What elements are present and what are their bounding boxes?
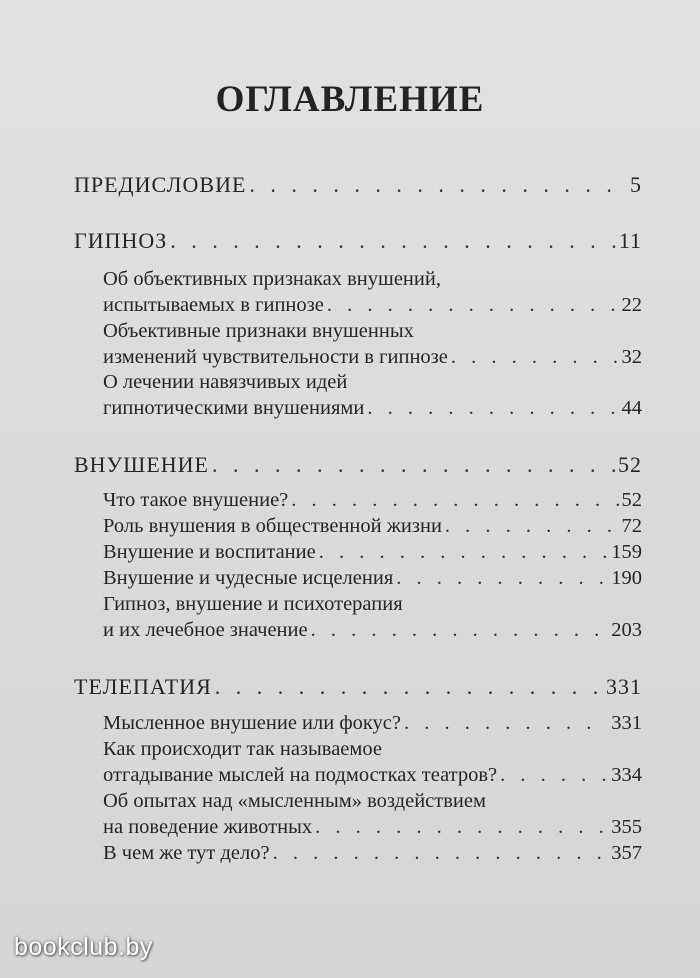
page-number: 331: [606, 674, 642, 699]
leader-dots: [315, 816, 608, 839]
toc-item: [103, 567, 642, 590]
leader-dots: [212, 452, 615, 478]
toc-item-line1: Об объективных признаках внушений,: [103, 268, 441, 290]
item-label: Роль внушения в общественной жизни: [103, 515, 442, 537]
leader-dots: [319, 541, 609, 564]
item-label: Внушение и чудесные исцеления: [103, 567, 394, 589]
toc-section-telepathy: [74, 674, 642, 700]
leader-dots: [396, 567, 608, 590]
page-number: 32: [621, 346, 642, 368]
toc-item: [103, 397, 642, 420]
page-title: ОГЛАВЛЕНИЕ: [215, 79, 485, 120]
leader-dots: [311, 619, 609, 642]
item-label: Мысленное внушение или фокус?: [103, 712, 401, 734]
page-number: 355: [611, 816, 642, 838]
section-label: ТЕЛЕПАТИЯ: [74, 674, 212, 699]
toc-item: [103, 816, 642, 839]
page-number: 159: [611, 541, 642, 563]
page-number: 357: [611, 842, 642, 864]
item-label: и их лечебное значение: [103, 619, 308, 641]
page-number: 22: [621, 294, 642, 316]
item-label: испытываемых в гипнозе: [103, 294, 324, 316]
leader-dots: [291, 489, 618, 512]
toc-item: [103, 346, 642, 369]
toc-item-line1: Объективные признаки внушенных: [103, 320, 414, 342]
toc-section-preface: [74, 172, 642, 198]
leader-dots: [404, 712, 608, 735]
section-label: ПРЕДИСЛОВИЕ: [74, 172, 247, 197]
item-label: на поведение животных: [103, 816, 313, 838]
toc-item: [103, 764, 642, 787]
toc-item: [103, 712, 642, 735]
section-label: ВНУШЕНИЕ: [74, 452, 209, 477]
page-number: 5: [630, 172, 642, 197]
toc-item-line1: Как происходит так называемое: [103, 738, 382, 760]
toc-item: [103, 515, 642, 538]
section-label: ГИПНОЗ: [74, 228, 168, 253]
site-watermark: bookclub.by: [14, 933, 153, 961]
page-number: 52: [621, 489, 642, 511]
leader-dots: [249, 172, 627, 198]
page-number: 52: [618, 452, 642, 477]
toc-item-line1: О лечении навязчивых идей: [103, 371, 348, 393]
page-number: 203: [611, 619, 642, 641]
toc-section-hypnosis: [74, 228, 642, 254]
page-number: 72: [621, 515, 642, 537]
toc-item: [103, 619, 642, 642]
leader-dots: [500, 764, 608, 787]
page-number: 331: [611, 712, 642, 734]
toc-item-line1: Гипноз, внушение и психотерапия: [103, 593, 403, 615]
toc-item: [103, 541, 642, 564]
item-label: отгадывание мыслей на подмостках театров?: [103, 764, 498, 786]
leader-dots: [215, 674, 603, 700]
leader-dots: [327, 294, 619, 317]
toc-item: [103, 489, 642, 512]
page-number: 11: [618, 228, 642, 253]
page-number: 44: [621, 397, 642, 419]
leader-dots: [273, 842, 609, 865]
item-label: Внушение и воспитание: [103, 541, 316, 563]
toc-section-suggestion: [74, 452, 642, 478]
leader-dots: [445, 515, 619, 538]
leader-dots: [367, 397, 618, 420]
page-number: 334: [611, 764, 642, 786]
toc-item: [103, 842, 642, 865]
leader-dots: [451, 346, 619, 369]
page-number: 190: [611, 567, 642, 589]
toc-item-line1: Об опытах над «мысленным» воздействием: [103, 790, 486, 812]
item-label: изменений чувствительности в гипнозе: [103, 346, 448, 368]
item-label: гипнотическими внушениями: [103, 397, 365, 419]
leader-dots: [170, 228, 616, 254]
item-label: В чем же тут дело?: [103, 842, 270, 864]
item-label: Что такое внушение?: [103, 489, 289, 511]
toc-item: [103, 294, 642, 317]
